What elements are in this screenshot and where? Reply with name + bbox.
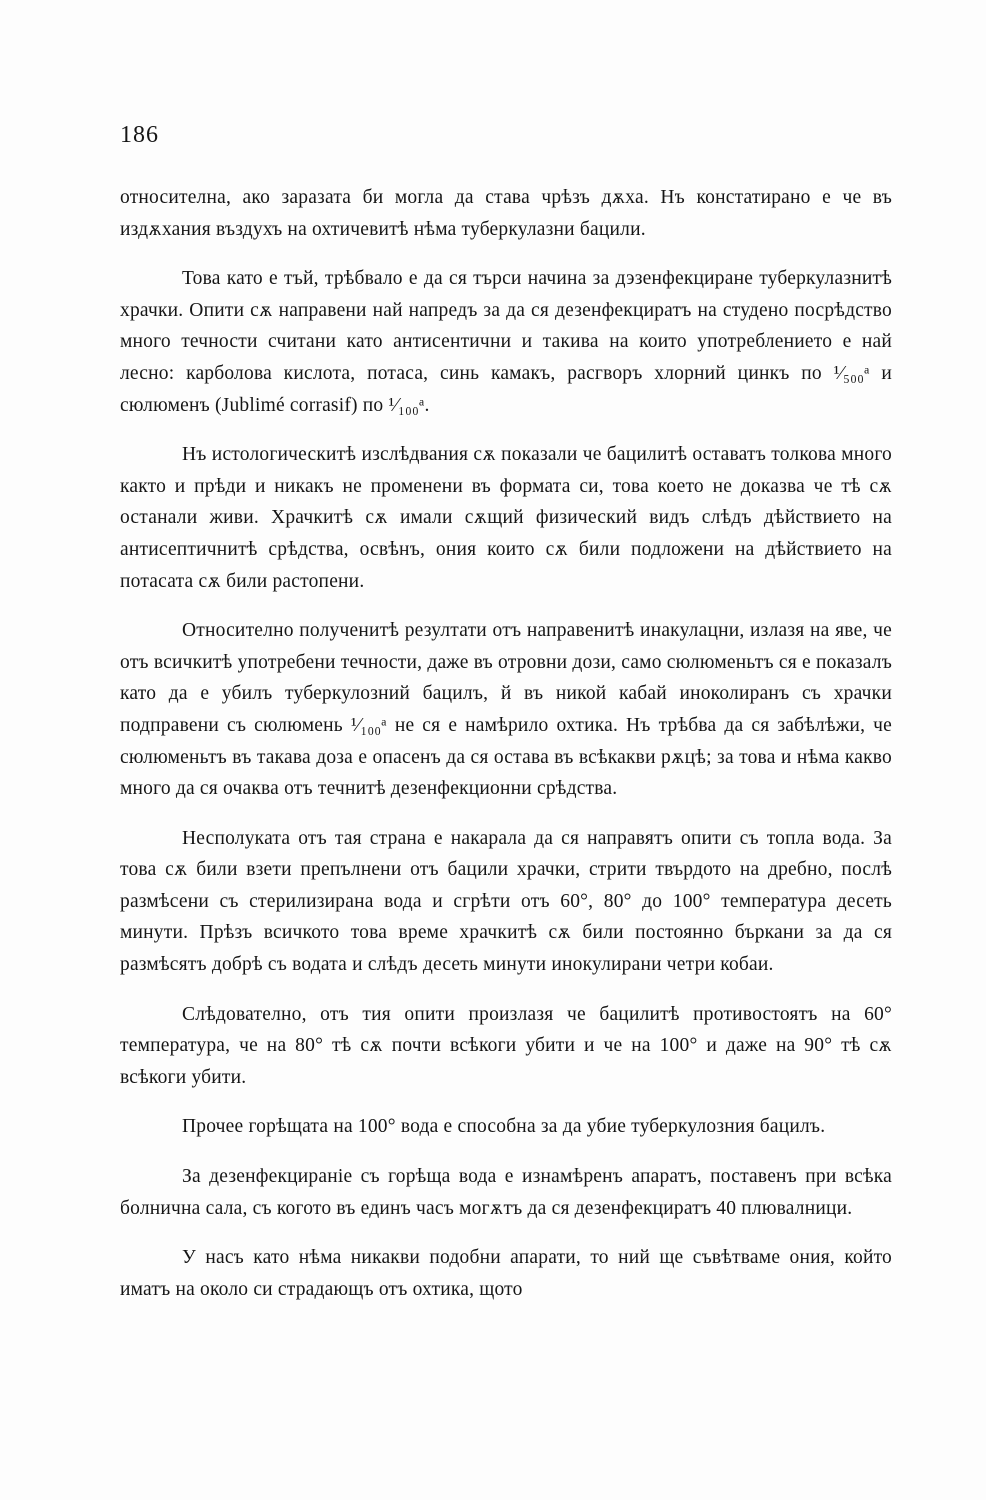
paragraph-8: За дезенфекциранie съ горѣща вода е изнамѣренъ апаратъ, поставенъ при всѣка болнична сала, съ когото въ единъ часъ могѫтъ да ся дезенфекциратъ 40 плювалници. <box>120 1166 892 1219</box>
paragraph-4: Относително полученитѣ резултати отъ направенитѣ инакулацни, излазя на яве, че отъ всичкитѣ употребени течности, даже въ отровни дози, само сюлюменьтъ ся е показалъ като да е убилъ туберкулозний бацилъ, й въ никой кабай иноколиранъ съ храчки подправени съ сюлюмень ¹⁄₁₀₀ᵃ не ся е намѣрило охтика. Нъ трѣбва да ся забѣлѣжи, че сюлюменьтъ въ такава доза е опасенъ да ся остава въ всѣкакви рѫцѣ; за това и нѣма какво много да ся очаква отъ течнитѣ дезенфекционни срѣдства. <box>120 620 892 800</box>
paragraph-7: Прочее горѣщата на 100° вода е способна за да убие туберкулозния бацилъ. <box>182 1116 826 1138</box>
paragraph-2: Това като е тъй, трѣбвало е да ся търси начина за дэзенфекциране туберкулазнитѣ храчки. Опити сѫ направени най напредъ за да ся дезенфекциратъ на студено посрѣдство много течности считани като антисентични и такива на които употреблението е най лесно: карболова кислота, потаса, синь камакъ, расгворъ хлорний цинкъ по ¹⁄₅₀₀ᵃ и сюлюменъ (Jublimé corrasif) по ¹⁄₁₀₀ᵃ. <box>120 268 892 416</box>
paragraph-6: Слѣдователно, отъ тия опити произлазя че бацилитѣ противостоятъ на 60° температура, че на 80° тѣ сѫ почти всѣкоги убити и че на 100° и даже на 90° тѣ сѫ всѣкоги убити. <box>120 1003 892 1088</box>
body-text <box>120 182 892 1323</box>
paragraph-5: Несполуката отъ тая страна е накарала да ся направятъ опити съ топла вода. За това сѫ били взети препълнени отъ бацили храчки, стрити твърдото на дребно, послѣ размѣсени съ стерилизирана вода и сгрѣти отъ 60°, 80° до 100° температура десеть минути. Прѣзъ всичкото това време храчкитѣ сѫ били постоянно бъркани за да ся размѣсятъ добрѣ съ водата и слѣдъ десеть минути инокулирани четри кобаи. <box>120 827 892 976</box>
paragraph-9: У насъ като нѣма никакви подобни апарати, то ний ще съвѣтваме ония, който иматъ на около си страдающъ отъ охтика, щото <box>120 1247 892 1300</box>
paragraph-3: Нъ истологическитѣ изслѣдвания сѫ показали че бацилитѣ оставатъ толкова много както и прѣди и никакъ не променени въ формата си, това което не доказва че тѣ сѫ останали живи. Храчкитѣ сѫ имали сѫщий физический видъ слѣдъ дѣйствието на антисептичнитѣ срѣдства, освѣнъ, ония които сѫ били подложени на дѣйствието на потасата сѫ били растопени. <box>120 444 892 592</box>
page-number: 186 <box>120 122 159 148</box>
paragraph-1: относителна, ако заразата би могла да става чрѣзъ дѫха. Нъ констатирано е че въ издѫхания въздухъ на охтичевитѣ нѣма туберкулазни бацили. <box>120 187 892 240</box>
